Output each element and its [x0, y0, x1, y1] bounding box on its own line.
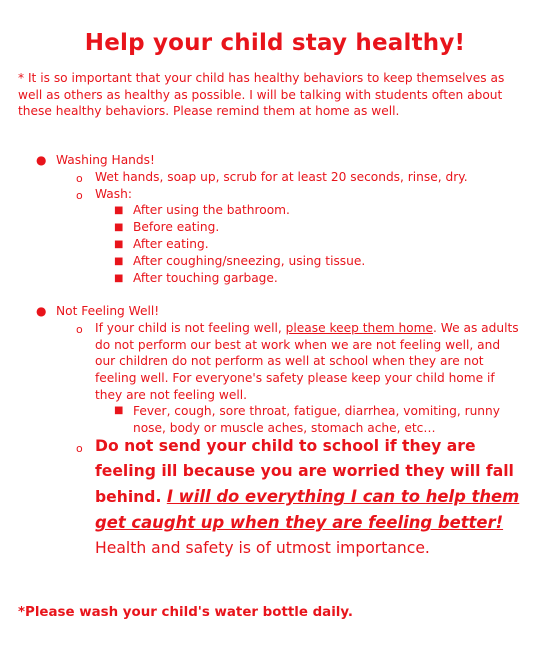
list-item: After coughing/sneezing, using tissue.: [133, 254, 366, 268]
bold-warning: Do not send your child to school if they are feeling ill because you are worried they will fall behind.: [95, 437, 514, 506]
bullet-level3: ■: [114, 222, 124, 233]
bullet-level2: o: [76, 323, 83, 336]
bullet-level2: o: [76, 189, 83, 202]
page-title: Help your child stay healthy!: [84, 30, 466, 56]
bullet-level3: ■: [114, 405, 124, 416]
list-item: After using the bathroom.: [133, 203, 290, 217]
list-item: Before eating.: [133, 220, 220, 234]
list-item-do-not-send: [95, 434, 520, 561]
bullet-level1: ●: [36, 304, 47, 318]
section-heading-washing: Washing Hands!: [56, 153, 155, 167]
text: Health and safety is of utmost importance.: [95, 539, 430, 557]
bullet-level3: ■: [114, 239, 124, 250]
bullet-level3: ■: [114, 256, 124, 267]
list-item: Wash:: [95, 187, 132, 201]
text: . We as adults do not perform our best at work when we are not feeling well, and our children do not perform as well at school when they are not feeling well. For everyone's safety please keep your child home if they are not feeling well.: [95, 321, 519, 402]
bullet-level2: o: [76, 172, 83, 185]
bullet-level3: ■: [114, 273, 124, 284]
keep-home-emphasis: please keep them home: [285, 321, 434, 335]
bullet-level1: ●: [36, 153, 47, 167]
help-catch-up-emphasis: I will do everything I can to help them get caught up when they are feeling better!: [95, 487, 520, 532]
list-item-symptoms: Fever, cough, sore throat, fatigue, diarrhea, vomiting, runny nose, body or muscle aches, stomach ache, etc…: [133, 404, 500, 435]
list-item: After touching garbage.: [133, 271, 278, 285]
footer-note: *Please wash your child's water bottle daily.: [18, 605, 353, 620]
bullet-level3: ■: [114, 205, 124, 216]
text: If your child is not feeling well,: [95, 321, 286, 335]
list-item: Wet hands, soap up, scrub for at least 20 seconds, rinse, dry.: [95, 170, 468, 184]
list-item-keep-home: [95, 320, 520, 404]
section-heading-not-feeling-well: Not Feeling Well!: [56, 304, 160, 318]
bullet-level2: o: [76, 442, 83, 455]
intro-paragraph: * It is so important that your child has healthy behaviors to keep themselves as well as others as healthy as possible. I will be talking with students often about these healthy behaviors. Please remind them at home as well.: [18, 71, 505, 118]
list-item: After eating.: [133, 237, 209, 251]
